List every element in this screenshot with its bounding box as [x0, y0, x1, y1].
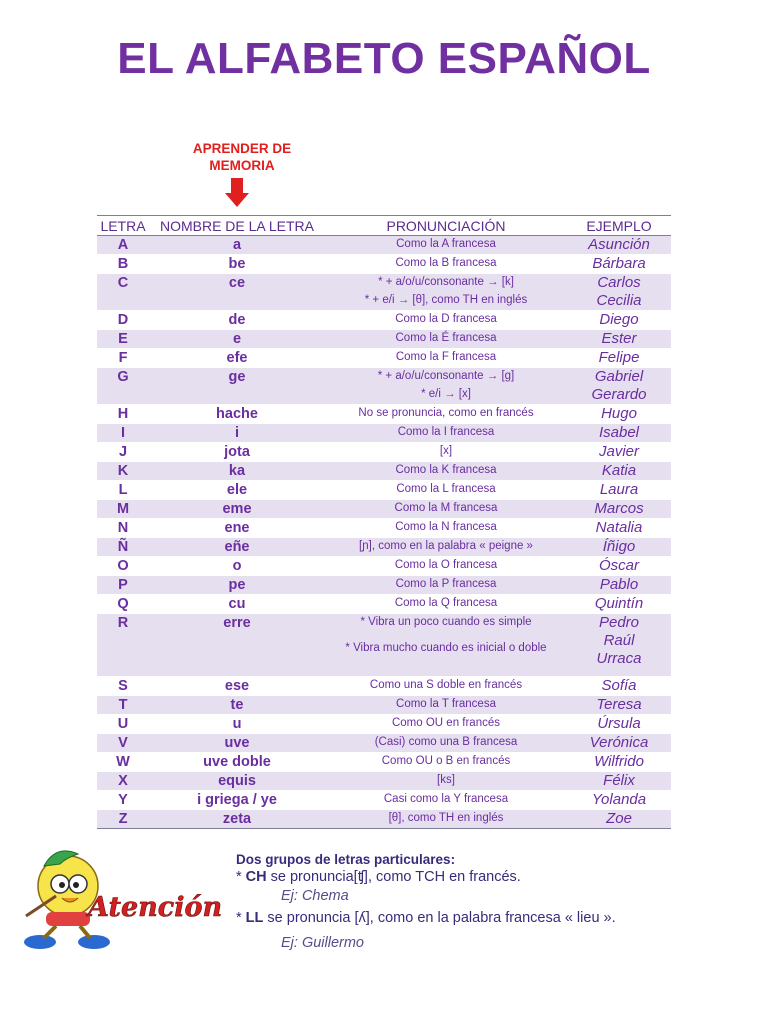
example-name: Ester: [601, 330, 637, 347]
example-name: Úrsula: [597, 715, 641, 732]
example-name: Íñigo: [602, 538, 636, 555]
pronunciation-cell: [325, 349, 567, 368]
note-ch-example: Ej: Chema: [281, 888, 349, 904]
example-cell: [567, 715, 671, 734]
table-row: [97, 791, 671, 810]
table-row: [97, 715, 671, 734]
example-name: Zoe: [606, 810, 632, 827]
table-row: [97, 696, 671, 715]
example-name: Pablo: [599, 576, 639, 593]
pronunciation-cell: [325, 715, 567, 734]
pronunciation-cell: [325, 576, 567, 595]
pronunciation-cell: [325, 696, 567, 715]
example-cell: [567, 368, 671, 405]
pronunciation-cell: [325, 538, 567, 557]
letter-cell: I: [97, 424, 149, 443]
letter-cell: S: [97, 677, 149, 696]
page-title: EL ALFABETO ESPAÑOL: [117, 34, 651, 83]
memorize-label: [182, 140, 302, 174]
example-cell: [567, 274, 671, 311]
header-ejemplo: EJEMPLO: [567, 216, 671, 236]
letter-cell: D: [97, 311, 149, 330]
pronunciation-line: [ɲ], como en la palabra « peigne »: [359, 540, 533, 552]
header-pronunciacion: PRONUNCIACIÓN: [325, 216, 567, 236]
letter-cell: E: [97, 330, 149, 349]
example-name: Javier: [598, 443, 639, 460]
letter-cell: Y: [97, 791, 149, 810]
table-row: [97, 255, 671, 274]
header-nombre: NOMBRE DE LA LETRA: [149, 216, 325, 236]
letter-name-cell: e: [149, 330, 325, 349]
pronunciation-cell: [325, 274, 567, 311]
example-cell: [567, 311, 671, 330]
notes-heading: Dos grupos de letras particulares:: [236, 852, 456, 867]
letter-name-cell: eñe: [149, 538, 325, 557]
letter-name-cell: ka: [149, 462, 325, 481]
pronunciation-line: Como la É francesa: [395, 332, 497, 344]
pronunciation-line: Casi como la Y francesa: [383, 793, 509, 805]
letter-cell: P: [97, 576, 149, 595]
pronunciation-line: * + e/i → [θ], como TH en inglés: [364, 294, 528, 306]
table-row: [97, 424, 671, 443]
pronunciation-cell: [325, 677, 567, 696]
letter-name-cell: jota: [149, 443, 325, 462]
table-row: [97, 462, 671, 481]
example-name: Bárbara: [592, 255, 646, 272]
example-cell: [567, 677, 671, 696]
example-name: Gerardo: [591, 386, 647, 403]
example-name: Laura: [599, 481, 639, 498]
table-row: [97, 236, 671, 255]
pronunciation-line: [θ], como TH en inglés: [388, 812, 504, 824]
pronunciation-line: Como la I francesa: [397, 426, 495, 438]
down-arrow-icon: [225, 178, 249, 208]
pronunciation-line: Como la P francesa: [395, 578, 497, 590]
pronunciation-line: Como la K francesa: [395, 464, 497, 476]
table-row: [97, 519, 671, 538]
letter-cell: R: [97, 614, 149, 677]
example-name: Félix: [603, 772, 635, 789]
letter-cell: N: [97, 519, 149, 538]
example-name: Carlos: [597, 274, 641, 291]
example-name: Teresa: [596, 696, 642, 713]
pronunciation-line: [ks]: [437, 774, 455, 786]
letter-cell: Ñ: [97, 538, 149, 557]
pronunciation-cell: [325, 481, 567, 500]
example-cell: [567, 538, 671, 557]
pronunciation-cell: [325, 424, 567, 443]
table-row: [97, 274, 671, 311]
pronunciation-line: Como la B francesa: [395, 257, 497, 269]
letter-name-cell: a: [149, 236, 325, 255]
letter-cell: X: [97, 772, 149, 791]
letter-cell: J: [97, 443, 149, 462]
letter-name-cell: u: [149, 715, 325, 734]
example-cell: [567, 500, 671, 519]
letter-name-cell: hache: [149, 405, 325, 424]
letter-cell: V: [97, 734, 149, 753]
example-name: Asunción: [588, 236, 650, 253]
example-name: Felipe: [598, 349, 640, 366]
letter-cell: Q: [97, 595, 149, 614]
table-row: [97, 772, 671, 791]
table-row: [97, 734, 671, 753]
table-row: [97, 810, 671, 829]
table-row: [97, 443, 671, 462]
table-row: [97, 538, 671, 557]
letter-cell: F: [97, 349, 149, 368]
letter-cell: B: [97, 255, 149, 274]
letter-name-cell: ese: [149, 677, 325, 696]
pronunciation-cell: [325, 500, 567, 519]
letter-name-cell: zeta: [149, 810, 325, 829]
example-name: Gabriel: [594, 368, 644, 385]
letter-cell: K: [97, 462, 149, 481]
example-cell: [567, 734, 671, 753]
example-cell: [567, 424, 671, 443]
letter-name-cell: pe: [149, 576, 325, 595]
table-row: [97, 405, 671, 424]
example-name: Marcos: [594, 500, 644, 517]
letter-name-cell: te: [149, 696, 325, 715]
pronunciation-cell: [325, 810, 567, 829]
letter-name-cell: de: [149, 311, 325, 330]
pronunciation-line: Como la M francesa: [394, 502, 498, 514]
pronunciation-line: * + a/o/u/consonante → [k]: [378, 276, 514, 288]
table-row: [97, 614, 671, 677]
example-name: Natalia: [595, 519, 643, 536]
table-row: [97, 481, 671, 500]
example-name: Verónica: [589, 734, 649, 751]
pronunciation-cell: [325, 595, 567, 614]
example-cell: [567, 772, 671, 791]
example-cell: [567, 557, 671, 576]
attention-mascot-illustration: [16, 846, 226, 952]
pronunciation-cell: [325, 368, 567, 405]
attention-logo-text: Atención: [88, 892, 223, 923]
example-name: Diego: [599, 311, 639, 328]
pronunciation-line: * Vibra un poco cuando es simple: [360, 616, 532, 628]
pronunciation-cell: [325, 557, 567, 576]
table-row: [97, 557, 671, 576]
example-cell: [567, 519, 671, 538]
letter-cell: M: [97, 500, 149, 519]
pronunciation-line: Como la O francesa: [394, 559, 498, 571]
note-ch-label: CH: [245, 869, 267, 885]
example-cell: [567, 405, 671, 424]
example-name: Óscar: [598, 557, 639, 574]
example-cell: [567, 330, 671, 349]
alphabet-table-body: [97, 236, 671, 829]
note-ll-label: LL: [245, 910, 264, 926]
pronunciation-cell: [325, 519, 567, 538]
table-row: [97, 595, 671, 614]
example-cell: [567, 810, 671, 829]
example-cell: [567, 462, 671, 481]
pronunciation-line: No se pronuncia, como en francés: [358, 407, 534, 419]
table-row: [97, 576, 671, 595]
letter-name-cell: uve: [149, 734, 325, 753]
example-name: Yolanda: [591, 791, 647, 808]
letter-name-cell: i: [149, 424, 325, 443]
pronunciation-line: Como la A francesa: [396, 238, 496, 250]
pronunciation-line: * e/i → [x]: [421, 388, 471, 400]
pronunciation-cell: [325, 443, 567, 462]
notes-block: [236, 852, 736, 954]
example-name: Urraca: [596, 650, 642, 667]
letter-cell: O: [97, 557, 149, 576]
table-row: [97, 349, 671, 368]
example-name: Cecilia: [596, 292, 642, 309]
pronunciation-cell: [325, 236, 567, 255]
pronunciation-line: * Vibra mucho cuando es inicial o doble: [345, 642, 547, 654]
letter-name-cell: efe: [149, 349, 325, 368]
pronunciation-cell: [325, 753, 567, 772]
pronunciation-cell: [325, 405, 567, 424]
example-name: Wilfrido: [594, 753, 644, 770]
header-letra: LETRA: [97, 216, 149, 236]
pronunciation-line: (Casi) como una B francesa: [374, 736, 518, 748]
pronunciation-line: Como la D francesa: [395, 313, 497, 325]
letter-name-cell: erre: [149, 614, 325, 677]
table-row: [97, 311, 671, 330]
example-name: Pedro: [598, 614, 640, 631]
pronunciation-cell: [325, 772, 567, 791]
pronunciation-line: Como OU o B en francés: [381, 755, 511, 767]
letter-name-cell: uve doble: [149, 753, 325, 772]
pronunciation-cell: [325, 330, 567, 349]
letter-cell: W: [97, 753, 149, 772]
table-row: [97, 677, 671, 696]
example-cell: [567, 481, 671, 500]
pronunciation-line: Como OU en francés: [391, 717, 500, 729]
pronunciation-line: Como la N francesa: [395, 521, 497, 533]
letter-name-cell: eme: [149, 500, 325, 519]
example-name: Isabel: [598, 424, 640, 441]
note-ch: * CH se pronuncia[ʧ], como TCH en francés.: [236, 869, 521, 885]
memorize-label-line1: APRENDER DE: [192, 141, 292, 156]
note-ll: * LL se pronuncia [ʎ], como en la palabra francesa « lieu ».: [236, 910, 616, 926]
letter-name-cell: ce: [149, 274, 325, 311]
pronunciation-cell: [325, 734, 567, 753]
example-name: Sofía: [601, 677, 637, 694]
example-name: Raúl: [603, 632, 635, 649]
letter-cell: L: [97, 481, 149, 500]
note-ch-text: se pronuncia[ʧ], como TCH en francés.: [266, 869, 521, 885]
memorize-label-line2: MEMORIA: [209, 158, 275, 173]
pronunciation-cell: [325, 462, 567, 481]
table-header-row: [97, 216, 671, 236]
letter-name-cell: equis: [149, 772, 325, 791]
example-cell: [567, 753, 671, 772]
pronunciation-cell: [325, 791, 567, 810]
pronunciation-line: * + a/o/u/consonante → [g]: [377, 370, 515, 382]
example-cell: [567, 696, 671, 715]
pronunciation-line: [x]: [439, 445, 453, 457]
letter-cell: H: [97, 405, 149, 424]
example-cell: [567, 236, 671, 255]
pronunciation-line: Como la F francesa: [395, 351, 497, 363]
example-cell: [567, 576, 671, 595]
letter-cell: U: [97, 715, 149, 734]
pronunciation-line: Como una S doble en francés: [369, 679, 523, 691]
table-row: [97, 753, 671, 772]
example-name: Hugo: [601, 405, 637, 422]
pronunciation-line: Como la L francesa: [396, 483, 496, 495]
example-cell: [567, 349, 671, 368]
example-cell: [567, 614, 671, 677]
letter-cell: T: [97, 696, 149, 715]
pronunciation-line: Como la Q francesa: [394, 597, 498, 609]
pronunciation-line: Como la T francesa: [396, 698, 496, 710]
letter-name-cell: i griega / ye: [149, 791, 325, 810]
note-ll-example: Ej: Guillermo: [281, 935, 364, 951]
table-row: [97, 500, 671, 519]
note-ll-text: se pronuncia [ʎ], como en la palabra francesa « lieu ».: [263, 910, 616, 926]
letter-name-cell: cu: [149, 595, 325, 614]
letter-name-cell: be: [149, 255, 325, 274]
alphabet-table: [97, 215, 671, 829]
letter-name-cell: ge: [149, 368, 325, 405]
letter-name-cell: ene: [149, 519, 325, 538]
letter-cell: Z: [97, 810, 149, 829]
example-cell: [567, 443, 671, 462]
pronunciation-cell: [325, 614, 567, 677]
table-row: [97, 368, 671, 405]
example-name: Katia: [601, 462, 637, 479]
example-name: Quintín: [594, 595, 644, 612]
letter-cell: G: [97, 368, 149, 405]
example-cell: [567, 255, 671, 274]
pronunciation-cell: [325, 311, 567, 330]
example-cell: [567, 595, 671, 614]
letter-name-cell: o: [149, 557, 325, 576]
letter-cell: A: [97, 236, 149, 255]
table-row: [97, 330, 671, 349]
pronunciation-cell: [325, 255, 567, 274]
letter-name-cell: ele: [149, 481, 325, 500]
letter-cell: C: [97, 274, 149, 311]
example-cell: [567, 791, 671, 810]
